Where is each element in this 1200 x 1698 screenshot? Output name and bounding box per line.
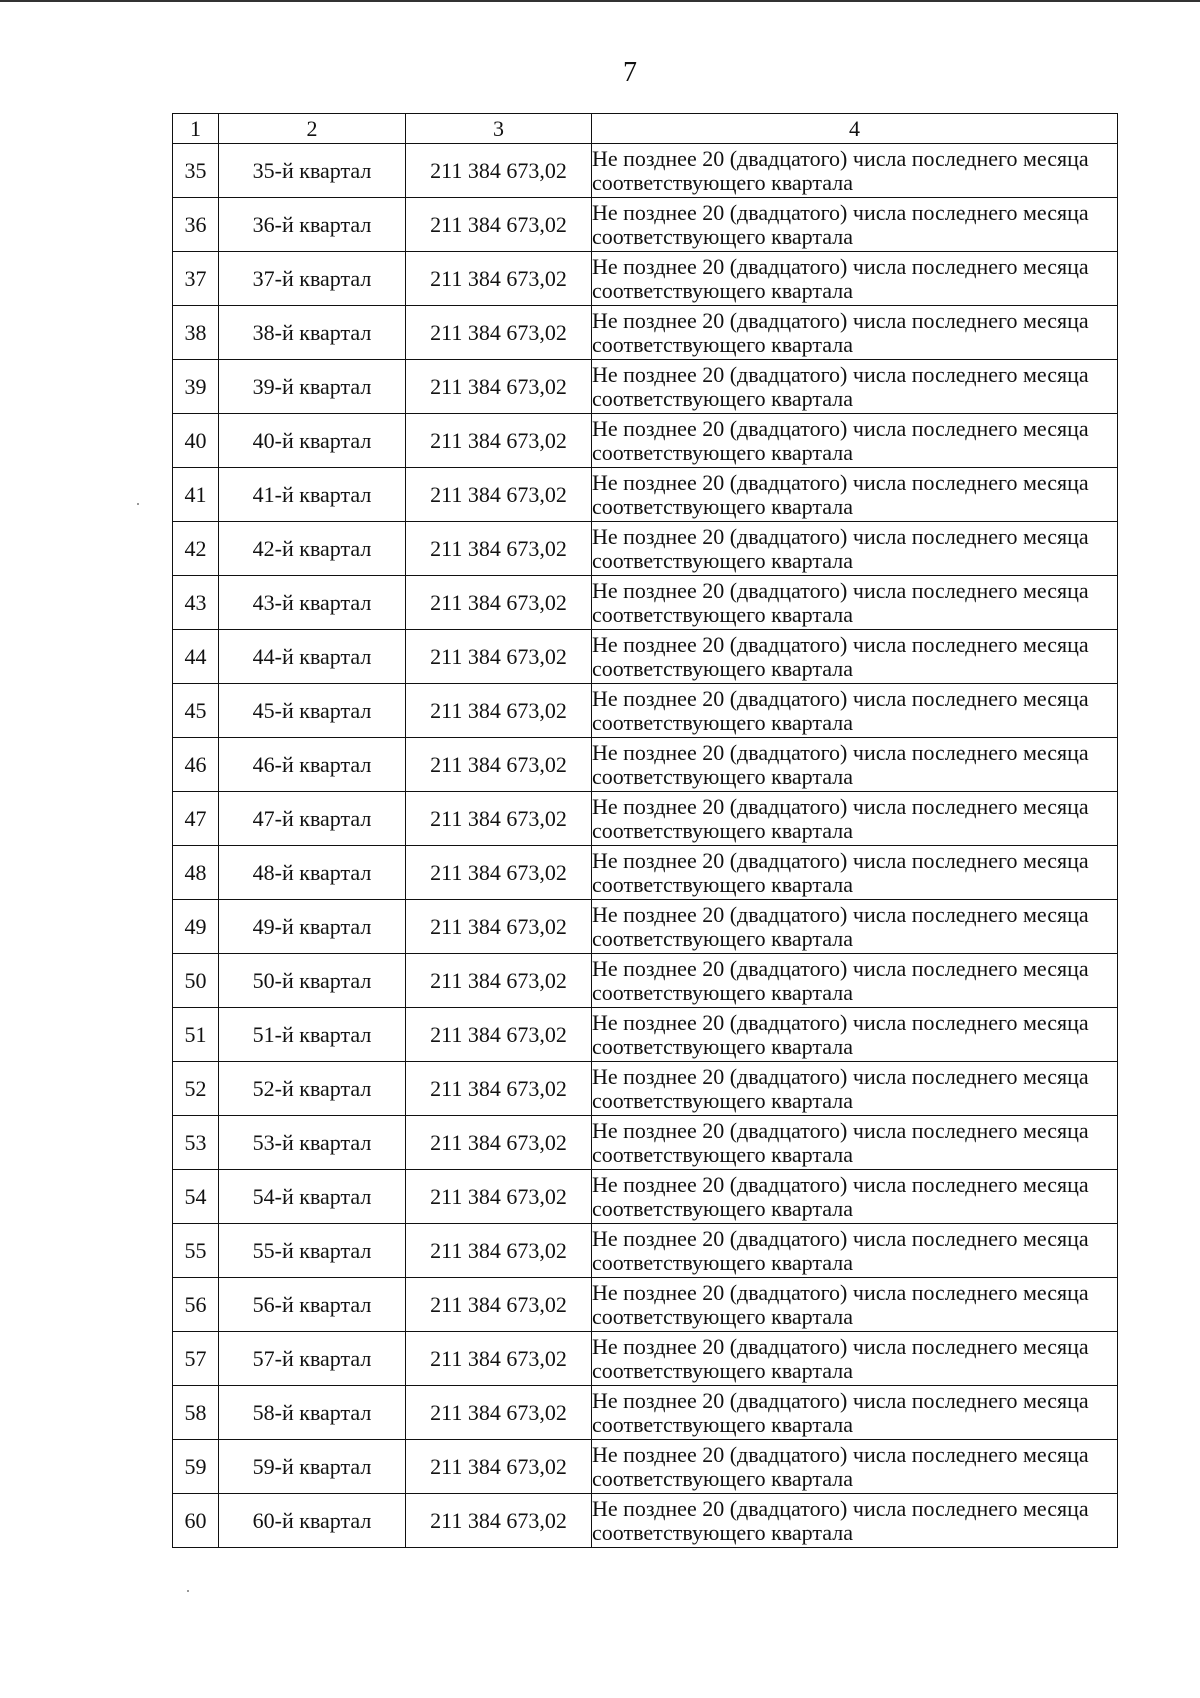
table-row — [173, 792, 1118, 846]
quarter-cell: 59-й квартал — [219, 1440, 406, 1494]
row-number-cell: 55 — [173, 1224, 219, 1278]
table-row — [173, 360, 1118, 414]
quarter-cell: 49-й квартал — [219, 900, 406, 954]
amount-cell: 211 384 673,02 — [406, 360, 592, 414]
table-row — [173, 1332, 1118, 1386]
deadline-cell: Не позднее 20 (двадцатого) числа последнего месяца соответствующего квартала — [592, 1008, 1118, 1062]
quarter-cell: 51-й квартал — [219, 1008, 406, 1062]
row-number-cell: 60 — [173, 1494, 219, 1548]
deadline-cell: Не позднее 20 (двадцатого) числа последнего месяца соответствующего квартала — [592, 1224, 1118, 1278]
amount-cell: 211 384 673,02 — [406, 576, 592, 630]
table-row — [173, 414, 1118, 468]
table-row — [173, 630, 1118, 684]
amount-cell: 211 384 673,02 — [406, 1386, 592, 1440]
amount-cell: 211 384 673,02 — [406, 630, 592, 684]
deadline-cell: Не позднее 20 (двадцатого) числа последнего месяца соответствующего квартала — [592, 1494, 1118, 1548]
quarter-cell: 50-й квартал — [219, 954, 406, 1008]
table-row — [173, 1278, 1118, 1332]
table-row — [173, 576, 1118, 630]
amount-cell: 211 384 673,02 — [406, 684, 592, 738]
table-row — [173, 1494, 1118, 1548]
quarter-cell: 37-й квартал — [219, 252, 406, 306]
deadline-cell: Не позднее 20 (двадцатого) числа последнего месяца соответствующего квартала — [592, 522, 1118, 576]
quarter-cell: 52-й квартал — [219, 1062, 406, 1116]
table-row — [173, 1224, 1118, 1278]
quarter-cell: 56-й квартал — [219, 1278, 406, 1332]
column-header-3: 3 — [406, 114, 592, 144]
deadline-cell: Не позднее 20 (двадцатого) числа последнего месяца соответствующего квартала — [592, 792, 1118, 846]
table-row — [173, 1116, 1118, 1170]
amount-cell: 211 384 673,02 — [406, 144, 592, 198]
row-number-cell: 49 — [173, 900, 219, 954]
quarter-cell: 46-й квартал — [219, 738, 406, 792]
amount-cell: 211 384 673,02 — [406, 1170, 592, 1224]
column-header-4: 4 — [592, 114, 1118, 144]
amount-cell: 211 384 673,02 — [406, 414, 592, 468]
amount-cell: 211 384 673,02 — [406, 306, 592, 360]
deadline-cell: Не позднее 20 (двадцатого) числа последнего месяца соответствующего квартала — [592, 900, 1118, 954]
deadline-cell: Не позднее 20 (двадцатого) числа последнего месяца соответствующего квартала — [592, 846, 1118, 900]
deadline-cell: Не позднее 20 (двадцатого) числа последнего месяца соответствующего квартала — [592, 1386, 1118, 1440]
payment-schedule-table — [172, 113, 1118, 1548]
row-number-cell: 51 — [173, 1008, 219, 1062]
table-row — [173, 684, 1118, 738]
quarter-cell: 43-й квартал — [219, 576, 406, 630]
row-number-cell: 43 — [173, 576, 219, 630]
quarter-cell: 36-й квартал — [219, 198, 406, 252]
amount-cell: 211 384 673,02 — [406, 522, 592, 576]
amount-cell: 211 384 673,02 — [406, 1278, 592, 1332]
amount-cell: 211 384 673,02 — [406, 1332, 592, 1386]
row-number-cell: 52 — [173, 1062, 219, 1116]
table-row — [173, 1062, 1118, 1116]
amount-cell: 211 384 673,02 — [406, 1440, 592, 1494]
scan-speck — [137, 503, 139, 505]
row-number-cell: 59 — [173, 1440, 219, 1494]
row-number-cell: 56 — [173, 1278, 219, 1332]
deadline-cell: Не позднее 20 (двадцатого) числа последнего месяца соответствующего квартала — [592, 1062, 1118, 1116]
amount-cell: 211 384 673,02 — [406, 738, 592, 792]
amount-cell: 211 384 673,02 — [406, 1494, 592, 1548]
page-number: 7 — [623, 57, 637, 88]
scan-speck — [187, 1590, 189, 1592]
table-row — [173, 846, 1118, 900]
row-number-cell: 38 — [173, 306, 219, 360]
amount-cell: 211 384 673,02 — [406, 1224, 592, 1278]
deadline-cell: Не позднее 20 (двадцатого) числа последнего месяца соответствующего квартала — [592, 414, 1118, 468]
amount-cell: 211 384 673,02 — [406, 954, 592, 1008]
row-number-cell: 53 — [173, 1116, 219, 1170]
row-number-cell: 41 — [173, 468, 219, 522]
table-row — [173, 738, 1118, 792]
quarter-cell: 48-й квартал — [219, 846, 406, 900]
table-row — [173, 198, 1118, 252]
quarter-cell: 35-й квартал — [219, 144, 406, 198]
row-number-cell: 39 — [173, 360, 219, 414]
quarter-cell: 55-й квартал — [219, 1224, 406, 1278]
deadline-cell: Не позднее 20 (двадцатого) числа последнего месяца соответствующего квартала — [592, 468, 1118, 522]
scan-top-edge — [0, 0, 1200, 2]
table-row — [173, 252, 1118, 306]
table-row — [173, 1440, 1118, 1494]
quarter-cell: 58-й квартал — [219, 1386, 406, 1440]
quarter-cell: 44-й квартал — [219, 630, 406, 684]
amount-cell: 211 384 673,02 — [406, 198, 592, 252]
quarter-cell: 60-й квартал — [219, 1494, 406, 1548]
column-header-2: 2 — [219, 114, 406, 144]
deadline-cell: Не позднее 20 (двадцатого) числа последнего месяца соответствующего квартала — [592, 1440, 1118, 1494]
deadline-cell: Не позднее 20 (двадцатого) числа последнего месяца соответствующего квартала — [592, 252, 1118, 306]
deadline-cell: Не позднее 20 (двадцатого) числа последнего месяца соответствующего квартала — [592, 630, 1118, 684]
amount-cell: 211 384 673,02 — [406, 792, 592, 846]
row-number-cell: 58 — [173, 1386, 219, 1440]
deadline-cell: Не позднее 20 (двадцатого) числа последнего месяца соответствующего квартала — [592, 1170, 1118, 1224]
deadline-cell: Не позднее 20 (двадцатого) числа последнего месяца соответствующего квартала — [592, 576, 1118, 630]
amount-cell: 211 384 673,02 — [406, 1062, 592, 1116]
row-number-cell: 48 — [173, 846, 219, 900]
quarter-cell: 57-й квартал — [219, 1332, 406, 1386]
table-row — [173, 468, 1118, 522]
row-number-cell: 45 — [173, 684, 219, 738]
quarter-cell: 39-й квартал — [219, 360, 406, 414]
quarter-cell: 38-й квартал — [219, 306, 406, 360]
deadline-cell: Не позднее 20 (двадцатого) числа последнего месяца соответствующего квартала — [592, 198, 1118, 252]
quarter-cell: 41-й квартал — [219, 468, 406, 522]
row-number-cell: 44 — [173, 630, 219, 684]
table-row — [173, 1386, 1118, 1440]
table-row — [173, 522, 1118, 576]
quarter-cell: 47-й квартал — [219, 792, 406, 846]
row-number-cell: 36 — [173, 198, 219, 252]
table-body — [173, 144, 1118, 1548]
row-number-cell: 35 — [173, 144, 219, 198]
quarter-cell: 45-й квартал — [219, 684, 406, 738]
row-number-cell: 37 — [173, 252, 219, 306]
table-row — [173, 306, 1118, 360]
deadline-cell: Не позднее 20 (двадцатого) числа последнего месяца соответствующего квартала — [592, 360, 1118, 414]
row-number-cell: 42 — [173, 522, 219, 576]
deadline-cell: Не позднее 20 (двадцатого) числа последнего месяца соответствующего квартала — [592, 684, 1118, 738]
amount-cell: 211 384 673,02 — [406, 900, 592, 954]
amount-cell: 211 384 673,02 — [406, 468, 592, 522]
row-number-cell: 57 — [173, 1332, 219, 1386]
row-number-cell: 54 — [173, 1170, 219, 1224]
table-row — [173, 1170, 1118, 1224]
deadline-cell: Не позднее 20 (двадцатого) числа последнего месяца соответствующего квартала — [592, 738, 1118, 792]
quarter-cell: 42-й квартал — [219, 522, 406, 576]
amount-cell: 211 384 673,02 — [406, 1008, 592, 1062]
table-header-row — [173, 114, 1118, 144]
deadline-cell: Не позднее 20 (двадцатого) числа последнего месяца соответствующего квартала — [592, 306, 1118, 360]
deadline-cell: Не позднее 20 (двадцатого) числа последнего месяца соответствующего квартала — [592, 1332, 1118, 1386]
quarter-cell: 54-й квартал — [219, 1170, 406, 1224]
deadline-cell: Не позднее 20 (двадцатого) числа последнего месяца соответствующего квартала — [592, 1116, 1118, 1170]
quarter-cell: 40-й квартал — [219, 414, 406, 468]
row-number-cell: 50 — [173, 954, 219, 1008]
amount-cell: 211 384 673,02 — [406, 1116, 592, 1170]
table-row — [173, 954, 1118, 1008]
amount-cell: 211 384 673,02 — [406, 846, 592, 900]
table-row — [173, 144, 1118, 198]
table-row — [173, 900, 1118, 954]
row-number-cell: 40 — [173, 414, 219, 468]
row-number-cell: 46 — [173, 738, 219, 792]
table-row — [173, 1008, 1118, 1062]
amount-cell: 211 384 673,02 — [406, 252, 592, 306]
deadline-cell: Не позднее 20 (двадцатого) числа последнего месяца соответствующего квартала — [592, 954, 1118, 1008]
deadline-cell: Не позднее 20 (двадцатого) числа последнего месяца соответствующего квартала — [592, 144, 1118, 198]
column-header-1: 1 — [173, 114, 219, 144]
row-number-cell: 47 — [173, 792, 219, 846]
deadline-cell: Не позднее 20 (двадцатого) числа последнего месяца соответствующего квартала — [592, 1278, 1118, 1332]
quarter-cell: 53-й квартал — [219, 1116, 406, 1170]
